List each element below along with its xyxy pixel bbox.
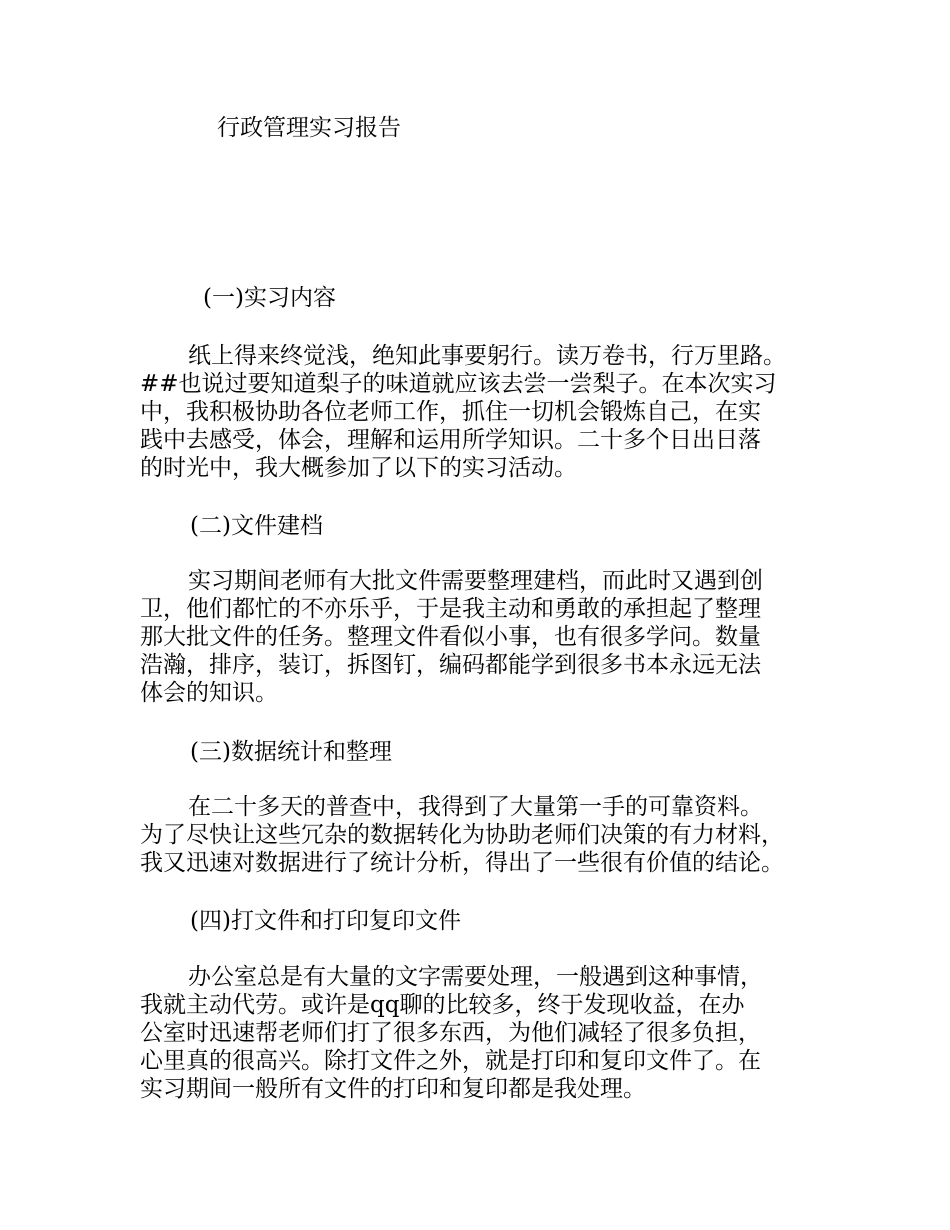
paragraph-line: 我就主动代劳。或许是qq聊的比较多，终于发现收益，在办	[140, 992, 745, 1018]
section-heading-3: (三)数据统计和整理	[190, 739, 392, 765]
paragraph-line: 实习期间一般所有文件的打印和复印都是我处理。	[140, 1076, 646, 1102]
paragraph-line: 我又迅速对数据进行了统计分析，得出了一些很有价值的结论。	[140, 850, 784, 876]
paragraph-line: 中，我积极协助各位老师工作，抓住一切机会锻炼自己，在实	[140, 399, 761, 425]
paragraph-line: 体会的知识。	[140, 680, 278, 706]
document-title: 行政管理实习报告	[217, 115, 401, 141]
section-heading-1: (一)实习内容	[203, 285, 336, 311]
paragraph-line: 那大批文件的任务。整理文件看似小事，也有很多学问。数量	[140, 624, 761, 650]
paragraph-line: 实习期间老师有大批文件需要整理建档，而此时又遇到创	[188, 568, 763, 594]
paragraph-line: 的时光中，我大概参加了以下的实习活动。	[140, 455, 577, 481]
paragraph-line: 公室时迅速帮老师们打了很多东西，为他们减轻了很多负担，	[140, 1020, 761, 1046]
section-paragraph-3	[140, 793, 840, 877]
paragraph-line: 为了尽快让这些冗杂的数据转化为协助老师们决策的有力材料，	[140, 822, 784, 848]
section-heading-2: (二)文件建档	[190, 513, 323, 539]
section-paragraph-2	[140, 567, 840, 707]
section-paragraph-4	[140, 963, 840, 1103]
paragraph-line: 在二十多天的普查中，我得到了大量第一手的可靠资料。	[188, 794, 763, 820]
section-paragraph-1	[140, 342, 840, 482]
paragraph-line: 践中去感受，体会，理解和运用所学知识。二十多个日出日落	[140, 427, 761, 453]
paragraph-line: 卫，他们都忙的不亦乐乎，于是我主动和勇敢的承担起了整理	[140, 596, 761, 622]
section-heading-4: (四)打文件和打印复印文件	[190, 908, 461, 934]
paragraph-line: 纸上得来终觉浅，绝知此事要躬行。读万卷书，行万里路。	[188, 343, 786, 369]
paragraph-line: 办公室总是有大量的文字需要处理，一般遇到这种事情，	[188, 964, 763, 990]
paragraph-line: 浩瀚，排序，装订，拆图钉，编码都能学到很多书本永远无法	[140, 652, 761, 678]
paragraph-line: 心里真的很高兴。除打文件之外，就是打印和复印文件了。在	[140, 1048, 761, 1074]
paragraph-line: ##也说过要知道梨子的味道就应该去尝一尝梨子。在本次实习	[140, 371, 777, 397]
